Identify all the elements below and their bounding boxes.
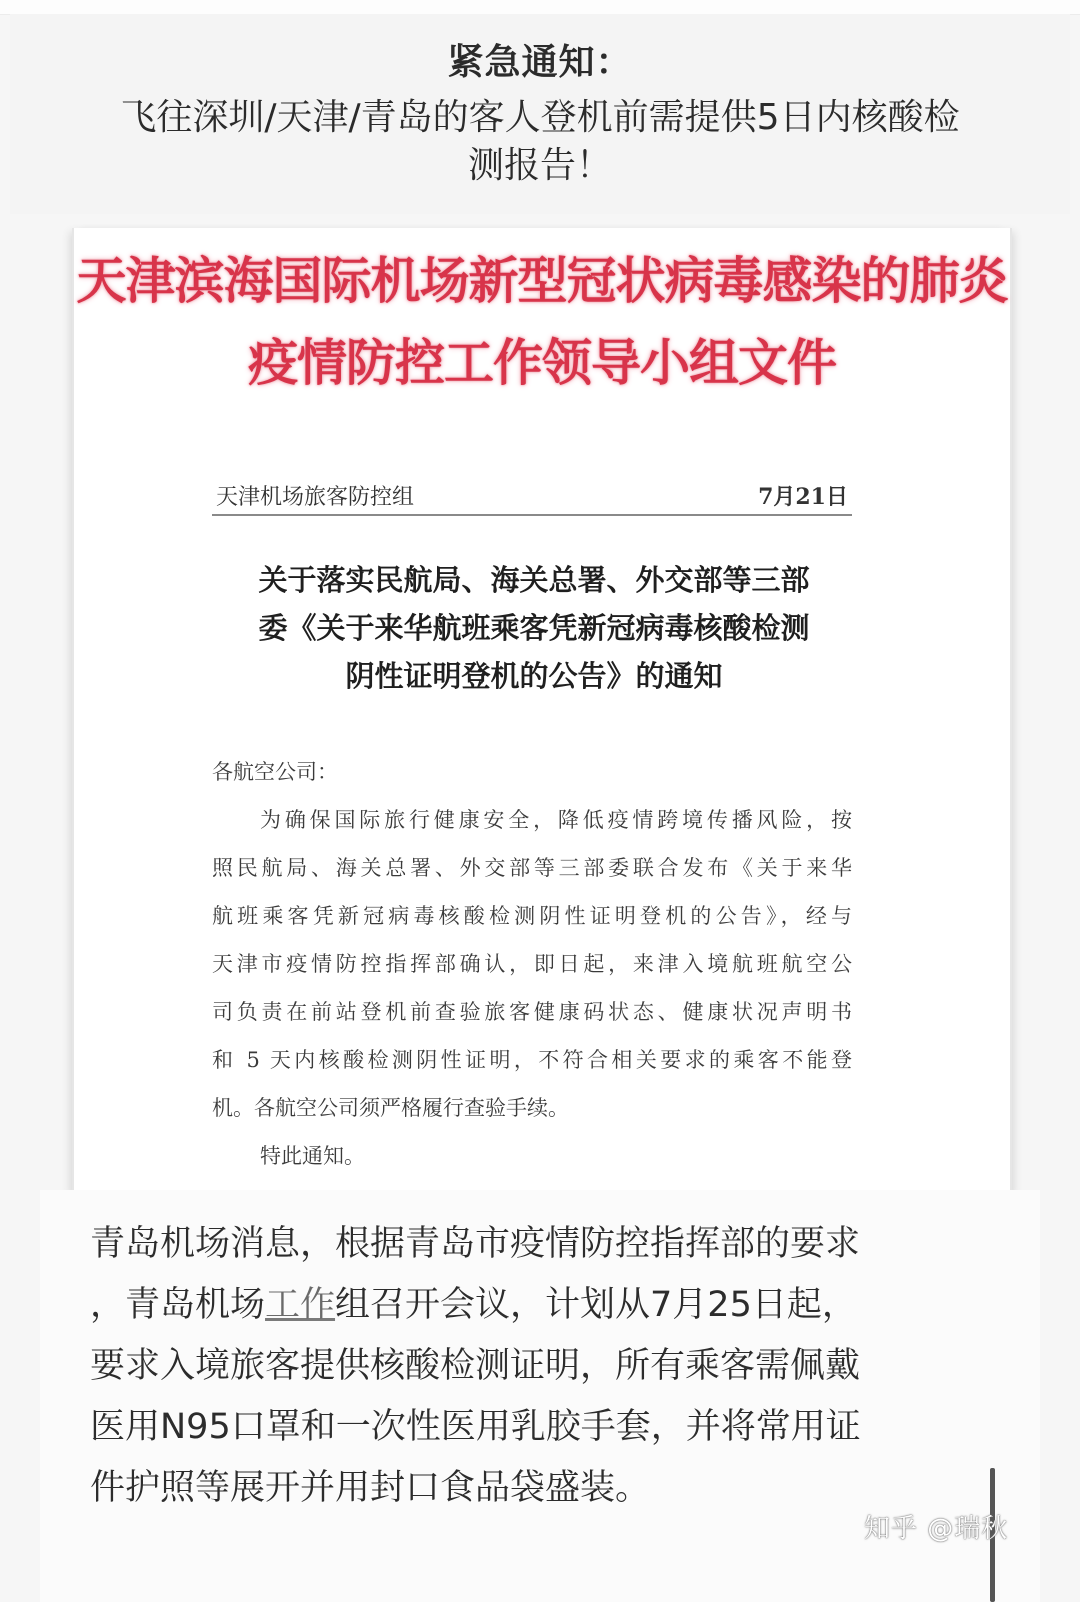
article-line-prefix: ，青岛机场 bbox=[90, 1285, 266, 1325]
document-title-line: 阴性证明登机的公告》的通知 bbox=[345, 659, 723, 693]
notice-subtitle-line: 飞往深圳/天津/青岛的客人登机前需提供5日内核酸检 bbox=[120, 97, 960, 138]
official-document-image bbox=[72, 228, 1012, 1200]
document-body bbox=[212, 748, 852, 1180]
article-line: 青岛机场消息，根据青岛市疫情防控指挥部的要求 bbox=[90, 1224, 861, 1264]
document-body-line: 为确保国际旅行健康安全，降低疫情跨境传播风险，按 bbox=[260, 808, 852, 832]
document-date: 7月21日 bbox=[758, 484, 848, 510]
document-body-line: 照民航局、海关总署、外交部等三部委联合发布《关于来华 bbox=[212, 856, 852, 880]
article-text bbox=[90, 1214, 970, 1519]
notice-subtitle-line: 测报告！ bbox=[467, 145, 612, 186]
document-title bbox=[204, 556, 864, 700]
top-strip bbox=[0, 0, 1080, 15]
notice-subtitle bbox=[50, 94, 1030, 190]
document-sender-row bbox=[212, 476, 852, 516]
notice-header bbox=[10, 14, 1070, 214]
article-line bbox=[90, 1275, 970, 1336]
document-sender: 天津机场旅客防控组 bbox=[216, 485, 415, 510]
document-title-line: 关于落实民航局、海关总署、外交部等三部 bbox=[258, 563, 810, 597]
document-body-line: 机。各航空公司须严格履行查验手续。 bbox=[212, 1096, 569, 1120]
document-body-line: 航班乘客凭新冠病毒核酸检测阴性证明登机的公告》，经与 bbox=[212, 904, 852, 928]
zhihu-watermark: 知乎 @瑞秋 bbox=[864, 1514, 1009, 1544]
document-red-heading: 天津滨海国际机场新型冠状病毒感染的肺炎 bbox=[76, 251, 1008, 310]
document-body-line: 天津市疫情防控指挥部确认，即日起，来津入境航班航空公 bbox=[212, 952, 852, 976]
keyword-link[interactable]: 工作 bbox=[265, 1285, 336, 1325]
document-body-line: 司负责在前站登机前查验旅客健康码状态、健康状况声明书 bbox=[212, 1000, 852, 1024]
article-line: 件护照等展开并用封口食品袋盛装。 bbox=[90, 1468, 651, 1508]
article-line: 要求入境旅客提供核酸检测证明，所有乘客需佩戴 bbox=[90, 1346, 861, 1386]
document-body-line: 和 5 天内核酸检测阴性证明，不符合相关要求的乘客不能登 bbox=[212, 1048, 852, 1072]
notice-title: 紧急通知： bbox=[447, 42, 633, 83]
document-title-line: 委《关于来华航班乘客凭新冠病毒核酸检测 bbox=[258, 611, 810, 645]
article-line-suffix: 组召开会议，计划从7月25日起， bbox=[335, 1285, 857, 1325]
document-greeting: 各航空公司： bbox=[212, 760, 338, 784]
document-red-heading: 疫情防控工作领导小组文件 bbox=[248, 333, 836, 392]
document-closing: 特此通知。 bbox=[260, 1144, 365, 1168]
article-line: 医用N95口罩和一次性医用乳胶手套，并将常用证 bbox=[90, 1407, 861, 1447]
